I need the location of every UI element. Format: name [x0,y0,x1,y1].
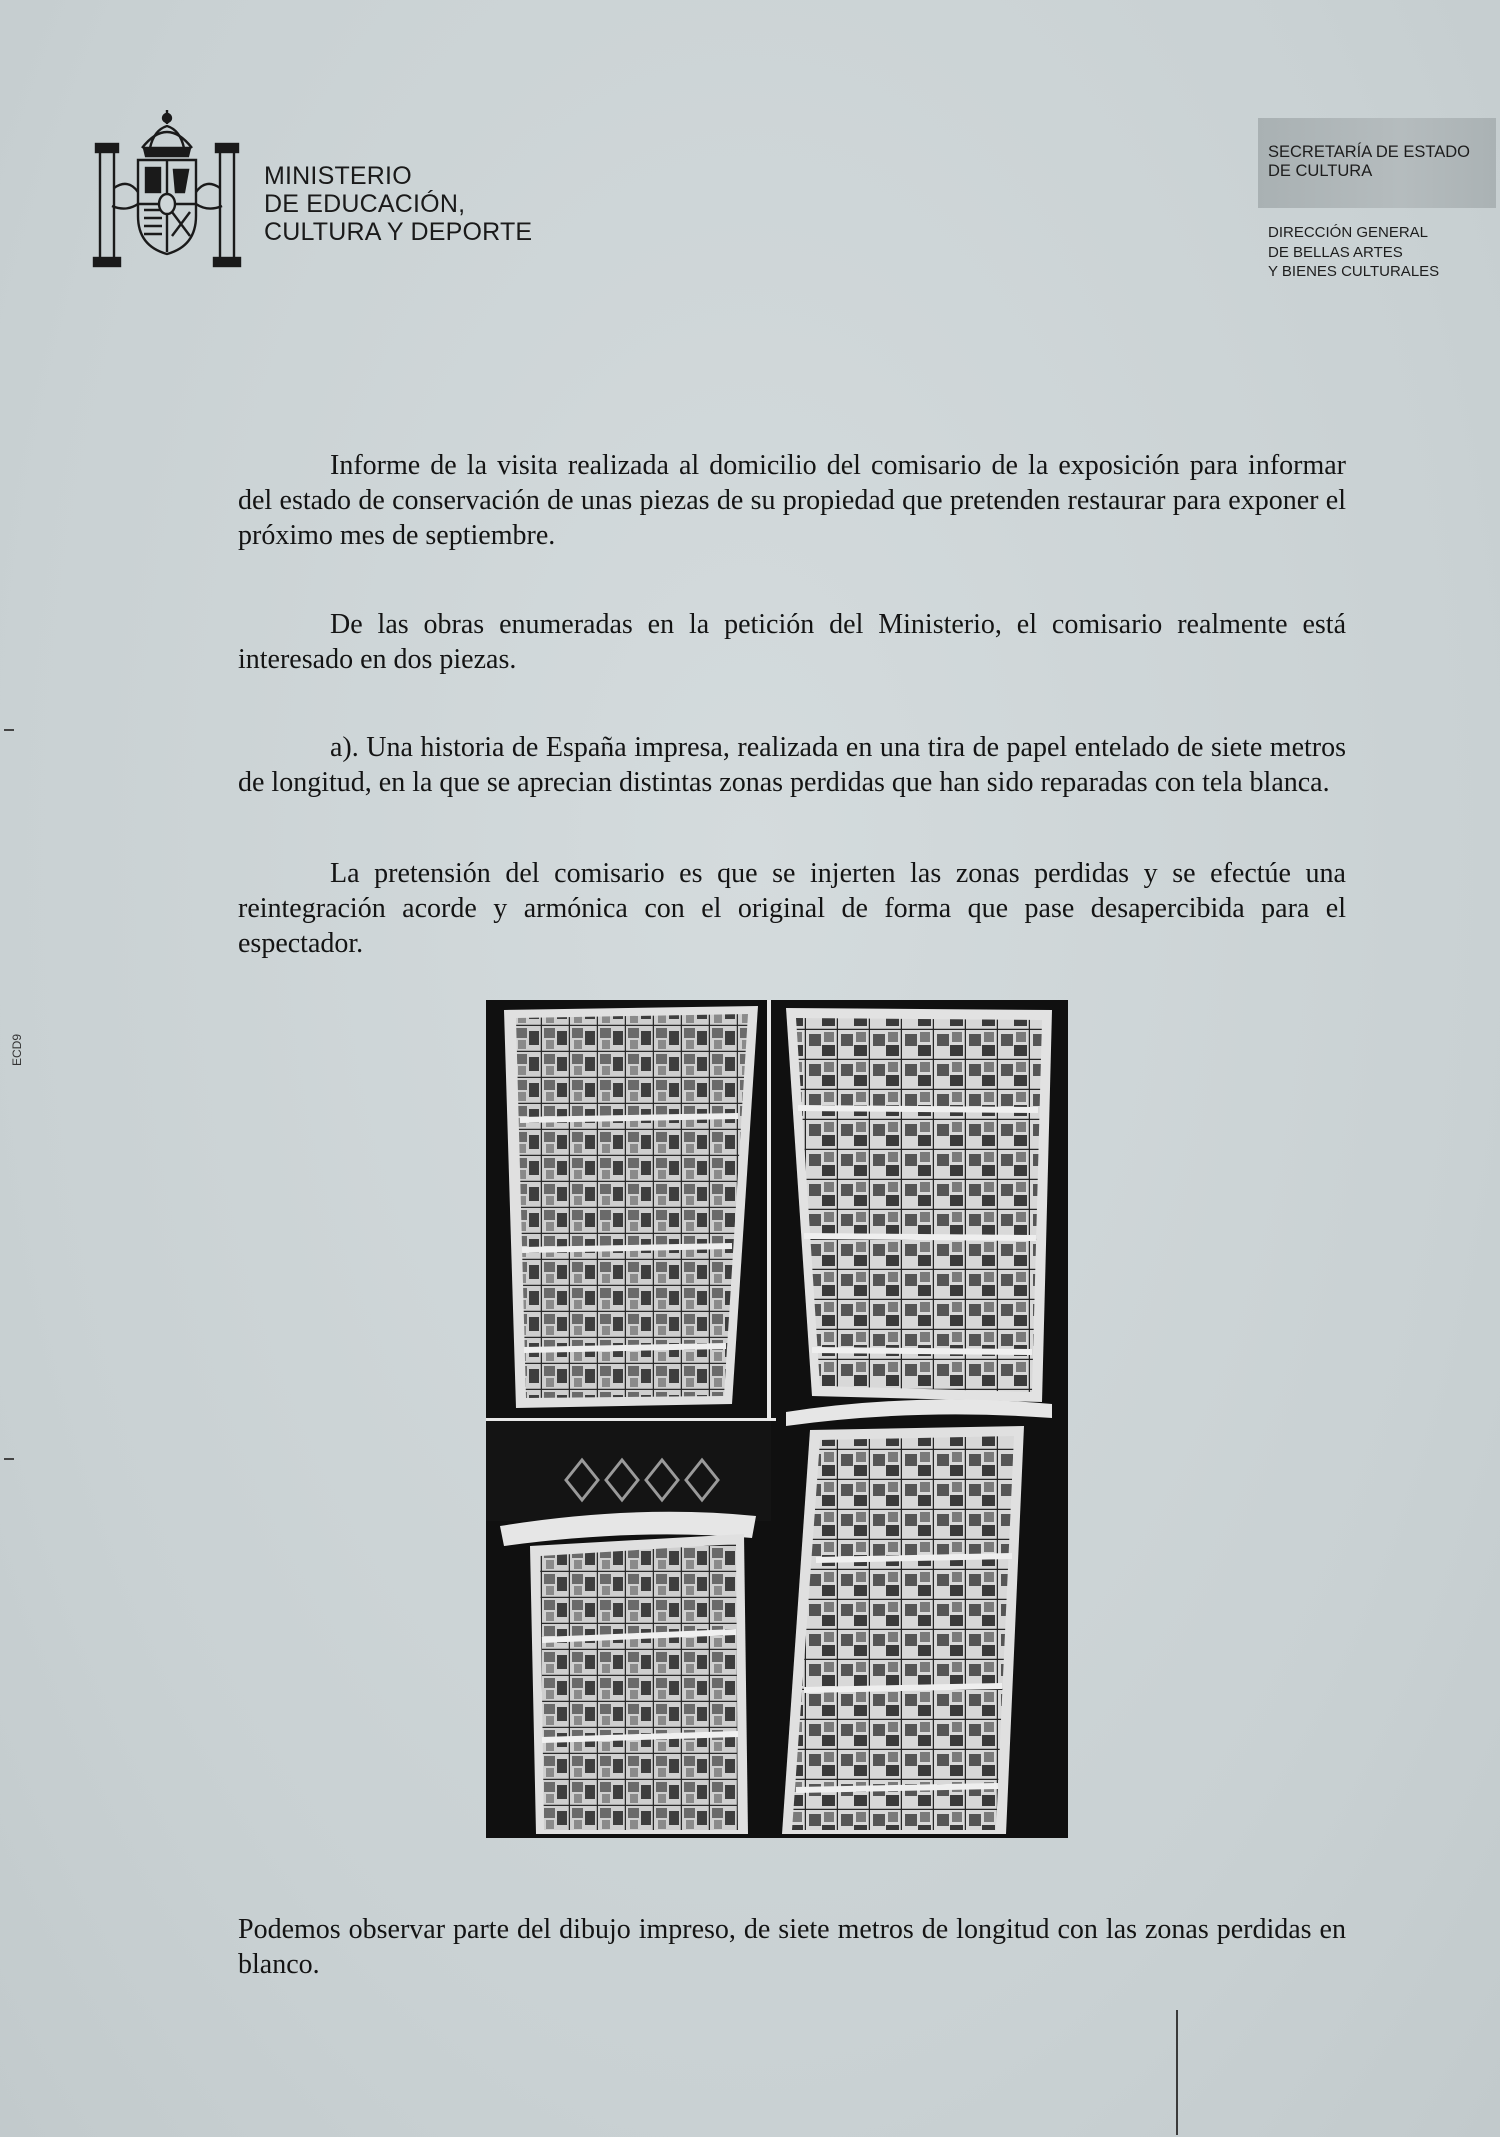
margin-code: ECD9 [10,1033,24,1066]
secretaria-line-1: SECRETARÍA DE ESTADO [1268,143,1471,161]
photo-caption: Podemos observar parte del dibujo impreso, de siete metros de longitud con las zonas perdidas en blanco. [238,1914,1346,1980]
paragraph-item-a: a). Una historia de España impresa, realizada en una tira de papel entelado de siete metros de longitud, en la que se aprecian distintas zonas perdidas que han sido reparadas con tela blanca. [238,732,1346,798]
secretaria-de-estado [1268,143,1470,181]
direccion-line-2: DE BELLAS ARTES [1268,243,1403,261]
direccion-general [1268,223,1439,282]
ministry-line-3: CULTURA Y DEPORTE [264,218,533,246]
margin-tick [4,729,14,731]
margin-tick [4,1458,14,1460]
paragraph-obras: De las obras enumeradas en la petición del Ministerio, el comisario realmente está interesado en dos piezas. [238,609,1346,675]
secretaria-line-2: DE CULTURA [1268,162,1373,180]
margin-vertical-line [1176,2010,1178,2135]
photo-printed-strip [486,1000,1068,1838]
paragraph-pretension: La pretensión del comisario es que se injerten las zonas perdidas y se efectúe una reintegración acorde y armónica con el original de forma que pase desapercibida para el espectador. [238,858,1346,959]
ministry-line-2: DE EDUCACIÓN, [264,190,466,218]
direccion-line-3: Y BIENES CULTURALES [1268,263,1440,280]
paragraph-intro: Informe de la visita realizada al domicilio del comisario de la exposición para informar del estado de conservación de unas piezas de su propiedad que pretenden restaurar para exponer el próximo mes de septiembre. [238,450,1346,551]
royal-coat-of-arms-icon [92,108,242,268]
ministry-name [264,162,532,246]
photo-collage-image [486,1000,1068,1838]
ministry-line-1: MINISTERIO [264,162,412,190]
direccion-line-1: DIRECCIÓN GENERAL [1268,224,1429,241]
